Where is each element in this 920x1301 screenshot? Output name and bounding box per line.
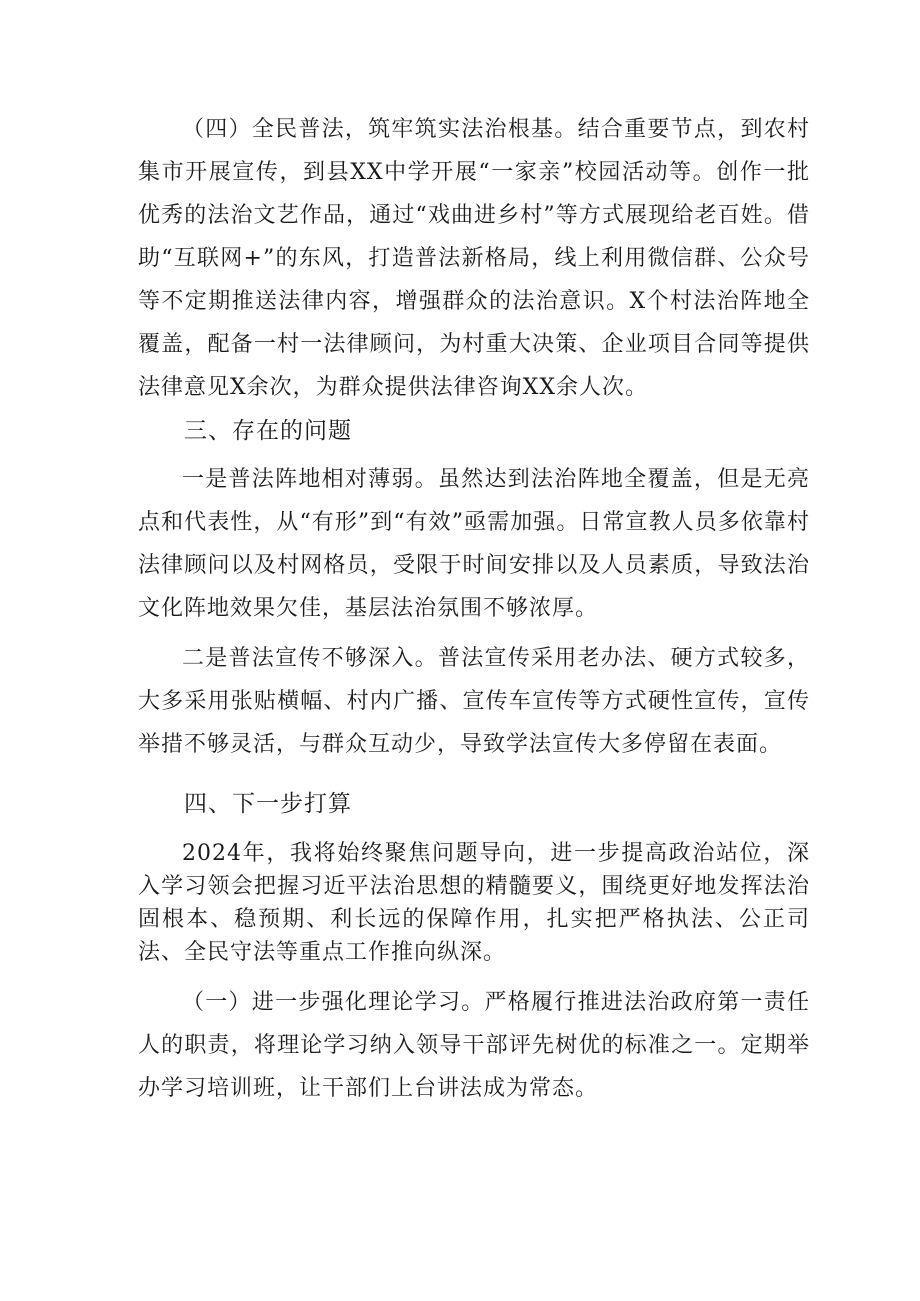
section-heading-next-steps: 四、下一步打算 [184,791,352,817]
paragraph-theory-study: （一）进一步强化理论学习。严格履行推进法治政府第一责任人的职责，将理论学习纳入领导干部评先树优的标准之一。定期举办学习培训班，让干部们上台讲法成为常态。 [138,990,810,1101]
paragraph-universal-legal-education: （四）全民普法，筑牢筑实法治根基。结合重要节点，到农村集市开展宣传，到县XX中学开展“一家亲”校园活动等。创作一批优秀的法治文艺作品，通过“戏曲进乡村”等方式展现给老百姓。借助“互联网+”的东风，打造普法新格局，线上利用微信群、公众号等不定期推送法律内容，增强群众的法治意识。X个村法治阵地全覆盖，配备一村一法律顾问，为村重大决策、企业项目合同等提供法律意见X余次，为群众提供法律咨询XX余人次。 [138,117,810,400]
document-body [138,108,810,1110]
paragraph-plan-2024: 2024年，我将始终聚焦问题导向，进一步提高政治站位，深入学习领会把握习近平法治思想的精髓要义，围绕更好地发挥法治固根本、稳预期、利长远的保障作用，扎实把严格执法、公正司法、全民守法等重点工作推向纵深。 [138,841,810,965]
paragraph-problem-one: 一是普法阵地相对薄弱。虽然达到法治阵地全覆盖，但是无亮点和代表性，从“有形”到“有效”亟需加强。日常宣教人员多依靠村法律顾问以及村网格员，受限于时间安排以及人员素质，导致法治文化阵地效果欠佳，基层法治氛围不够浓厚。 [138,467,810,621]
section-heading-existing-problems: 三、存在的问题 [184,418,352,444]
paragraph-problem-two: 二是普法宣传不够深入。普法宣传采用老办法、硬方式较多，大多采用张贴横幅、村内广播、宣传车宣传等方式硬性宣传，宣传举措不够灵活，与群众互动少，导致学法宣传大多停留在表面。 [138,646,810,757]
